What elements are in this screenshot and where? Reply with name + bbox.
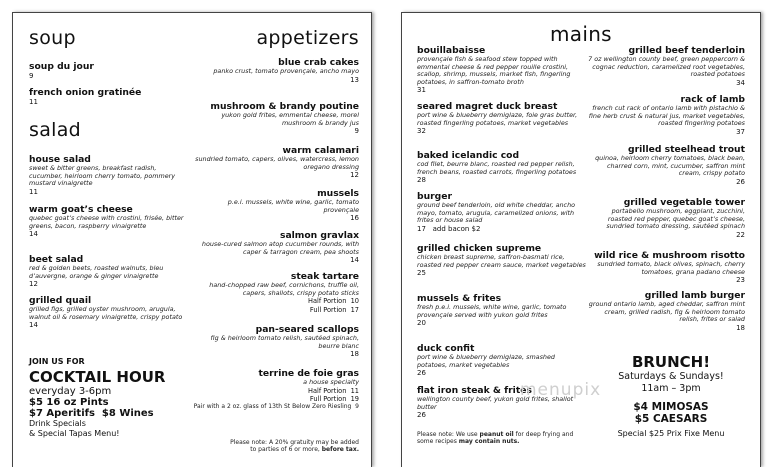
item-price: 12 (29, 280, 38, 289)
menu-item (587, 94, 745, 137)
item-description: portabello mushroom, eggplant, zucchini, roasted red pepper, quebec goat’s cheese, sundried tomato dressing, sautéed spinach (606, 207, 745, 231)
promo-pints: $5 16 oz Pints (29, 397, 109, 408)
promo-tapas: & Special Tapas Menu! (29, 428, 120, 438)
item-name: blue crab cakes (278, 57, 359, 68)
item-price: 25 (417, 269, 426, 278)
item-price: 18 (350, 350, 359, 359)
brunch-hours: 11am – 3pm (641, 383, 701, 394)
item-name: grilled beef tenderloin (628, 45, 745, 56)
menu-item (417, 150, 587, 185)
item-description: quinoa, heirloom cherry tomatoes, black bean, charred corn, mint, cucumber, saffron mint cream, crispy potato (595, 154, 745, 178)
brunch-title: BRUNCH! (631, 353, 711, 371)
promo-title: COCKTAIL HOUR (29, 368, 166, 386)
item-description: hand-chopped raw beef, cornichons, truffle oil, capers, shallots, crispy potato sticks (209, 281, 359, 297)
item-price: 14 (350, 256, 359, 265)
menu-item (193, 230, 359, 265)
menu-item (417, 293, 587, 328)
item-addon: add bacon $2 (432, 224, 481, 233)
item-name: beet salad (29, 254, 84, 265)
allergy-note-line1 (417, 431, 592, 438)
menu-item (193, 324, 359, 359)
menu-item (29, 87, 189, 107)
item-name: grilled vegetable tower (623, 197, 745, 208)
item-price: 16 (350, 214, 359, 223)
allergy-note-text: some recipes (417, 438, 457, 446)
allergy-note-text: for deep frying and (515, 431, 574, 438)
item-description: sweet & bitter greens, breakfast radish, cucumber, heirloom cherry tomato, pommery mustard vinaigrette (29, 164, 176, 188)
menu-item (417, 191, 587, 234)
item-name: grilled chicken supreme (417, 243, 542, 254)
portion-label: Full Portion (309, 305, 347, 314)
portion-label: Half Portion (308, 386, 347, 395)
item-description: sundried tomato, capers, olives, watercress, lemon oregano dressing (195, 155, 359, 171)
brunch-mimosas: $4 MIMOSAS (633, 401, 709, 413)
item-description: house-cured salmon atop cucumber rounds, with caper & tarragon cream, pea shoots (201, 240, 359, 256)
burger-price-row (417, 225, 587, 234)
item-description: port wine & blueberry demiglaze, foie gras butter, roasted fingerling potatoes, market vegetables (417, 111, 578, 127)
item-name: warm calamari (282, 145, 359, 156)
allergy-note (417, 431, 592, 446)
item-name: terrine de foie gras (258, 368, 359, 379)
item-name: burger (417, 191, 452, 202)
item-price: 14 (29, 321, 38, 330)
menu-item (587, 144, 745, 187)
menu-item (417, 243, 587, 278)
full-portion-row (193, 306, 359, 314)
item-description: ground beef tenderloin, old white cheddar, ancho mayo, tomato, arugula, caramelized onions, with frites or house salad (417, 201, 576, 225)
item-name: grilled lamb burger (644, 290, 745, 301)
watermark: menupix (520, 380, 602, 400)
gratuity-note (193, 439, 359, 454)
item-price: 26 (417, 411, 426, 420)
item-price: 31 (417, 86, 426, 95)
menu-item (417, 101, 587, 136)
menu-item (29, 295, 191, 330)
cocktail-hour-promo (29, 357, 199, 438)
item-price: 17 (417, 224, 426, 233)
menu-item (587, 197, 745, 240)
item-price: 12 (350, 171, 359, 180)
item-description: ground ontario lamb, aged cheddar, saffron mint cream, grilled radish, fig & heirloom tomato relish, frites or salad (588, 300, 745, 324)
full-portion-row (187, 395, 359, 403)
portion-label: Half Portion (308, 297, 347, 306)
item-name: mushroom & brandy poutine (210, 101, 359, 112)
menu-item (193, 145, 359, 180)
item-name: house salad (29, 154, 91, 165)
item-price: 28 (417, 176, 426, 185)
item-description: panko crust, tomato provençale, ancho mayo (213, 67, 359, 75)
allergy-note-bold: peanut oil (479, 431, 514, 438)
menu-item (587, 45, 745, 88)
item-name: soup du jour (29, 61, 94, 72)
gratuity-note-line2 (193, 446, 359, 453)
menu-item (29, 254, 191, 289)
item-description: red & golden beets, roasted walnuts, bleu d’auvergne, orange & ginger vinaigrette (29, 264, 164, 280)
pairing-price: 9 (355, 403, 359, 411)
item-price: 18 (736, 323, 745, 332)
menu-item (29, 61, 189, 81)
menu-item (587, 290, 745, 333)
half-portion-row (193, 297, 359, 305)
promo-drinks: Drink Specials (29, 419, 86, 428)
menu-item (193, 101, 359, 136)
menu-item (187, 368, 359, 411)
item-price: 11 (29, 98, 38, 106)
item-description: cod filet, beurre blanc, roasted red pepper relish, french beans, roasted carrots, fingerling potatoes (417, 160, 577, 176)
pairing-row (187, 403, 359, 410)
item-name: grilled steelhead trout (628, 144, 745, 155)
gratuity-note-text: to parties of 6 or more, (250, 446, 320, 454)
portion-price: 11 (350, 386, 359, 395)
item-description: sundried tomato, black olives, spinach, cherry tomatoes, grana padano cheese (597, 260, 745, 276)
item-name: salmon gravlax (279, 230, 359, 241)
item-name: french onion gratinée (29, 87, 142, 98)
promo-aperitifs: $7 Aperitifs (29, 408, 95, 419)
soup-heading: soup (29, 27, 76, 49)
menu-item (417, 343, 587, 378)
menu-item (193, 188, 359, 223)
salad-heading: salad (29, 119, 82, 141)
item-name: wild rice & mushroom risotto (594, 250, 745, 261)
half-portion-row (187, 387, 359, 395)
item-description: provençale fish & seafood stew topped with emmental cheese & red pepper rouille crostini, scallop, shrimp, mussels, market fish, fingerling potatoes, in saffron-tomato broth (417, 55, 571, 86)
item-name: pan-seared scallops (255, 324, 359, 335)
portion-price: 17 (350, 305, 359, 314)
item-description: p.e.i. mussels, white wine, garlic, tomato provençale (227, 198, 359, 214)
item-price: 34 (736, 78, 745, 87)
item-name: warm goat’s cheese (29, 204, 133, 215)
item-description: port wine & blueberry demiglaze, smashed potatoes, market vegetables (417, 353, 555, 369)
item-price: 20 (417, 319, 426, 328)
item-description: a house specialty (303, 378, 359, 386)
portion-label: Full Portion (309, 395, 347, 403)
item-price: 26 (417, 369, 426, 378)
item-name: seared magret duck breast (417, 101, 558, 112)
promo-wines: $8 Wines (101, 408, 154, 419)
portion-price: 10 (350, 297, 359, 306)
brunch-prix-fixe: Special $25 Prix Fixe Menu (617, 429, 725, 438)
promo-join: JOIN US FOR (29, 357, 85, 366)
item-description: wellington county beef, yukon gold frites, shallot butter (417, 395, 574, 411)
item-name: duck confit (417, 343, 475, 354)
menu-item (193, 57, 359, 85)
menu-item (29, 204, 191, 239)
item-description: yukon gold frites, emmental cheese, morel mushroom & brandy jus (221, 111, 359, 127)
promo-aperitifs-wines (29, 408, 199, 419)
gratuity-note-bold: before tax. (321, 446, 359, 454)
brunch-promo (597, 353, 745, 439)
pairing-text: Pair with a 2 oz. glass of 13th St Below Zero Riesling (193, 403, 352, 411)
item-description: grilled figs, grilled oyster mushroom, arugula, walnut oil & rosemary vinaigrette, crispy potato (29, 305, 183, 321)
item-name: mussels (317, 188, 359, 199)
menu-item (587, 250, 745, 285)
item-name: steak tartare (290, 271, 359, 282)
portion-price: 19 (350, 395, 359, 403)
item-price: 9 (354, 127, 359, 136)
item-price: 13 (350, 75, 359, 84)
menu-item (193, 271, 359, 314)
allergy-note-line2 (417, 438, 592, 445)
item-description: french cut rack of ontario lamb with pistachio & fine herb crust & natural jus, market vegetables, roasted fingerling potatoes (588, 104, 745, 128)
item-price: 22 (736, 230, 745, 239)
item-description: fresh p.e.i. mussels, white wine, garlic, tomato provençale served with yukon gold frites (417, 303, 567, 319)
item-price: 32 (417, 127, 426, 136)
appetizers-heading: appetizers (256, 27, 359, 49)
item-name: grilled quail (29, 295, 92, 306)
item-description: chicken breast supreme, saffron-basmati rice, roasted red pepper cream sauce, market vegetables (417, 253, 586, 269)
item-name: bouillabaisse (417, 45, 486, 56)
item-name: rack of lamb (680, 94, 745, 105)
allergy-note-text: Please note: We use (417, 431, 478, 438)
brunch-days: Saturdays & Sundays! (618, 371, 724, 382)
item-price: 9 (29, 72, 34, 80)
gratuity-note-line1: Please note: A 20% gratuity may be added (230, 439, 359, 446)
item-price: 37 (736, 127, 745, 136)
item-name: flat iron steak & frites (417, 385, 532, 396)
item-price: 23 (736, 276, 745, 285)
menu-item (417, 45, 587, 95)
promo-when: everyday 3-6pm (29, 386, 112, 397)
item-price: 26 (736, 177, 745, 186)
menu-item (29, 154, 191, 197)
allergy-note-bold: may contain nuts. (458, 438, 520, 446)
menu-page-left (12, 12, 372, 467)
brunch-caesars: $5 CAESARS (634, 413, 708, 425)
mains-heading: mains (550, 22, 612, 46)
item-description: 7 oz wellington county beef, green peppercorn & cognac reduction, caramelized root vegetables, roasted potatoes (588, 55, 745, 79)
item-description: quebec goat’s cheese with crostini, frisée, bitter greens, bacon, raspberry vinaigrette (29, 214, 184, 230)
item-name: baked icelandic cod (417, 150, 520, 161)
item-price: 11 (29, 187, 38, 196)
item-price: 14 (29, 230, 38, 239)
item-name: mussels & frites (417, 293, 502, 304)
item-description: fig & heirloom tomato relish, sautéed spinach, beurre blanc (210, 334, 359, 350)
